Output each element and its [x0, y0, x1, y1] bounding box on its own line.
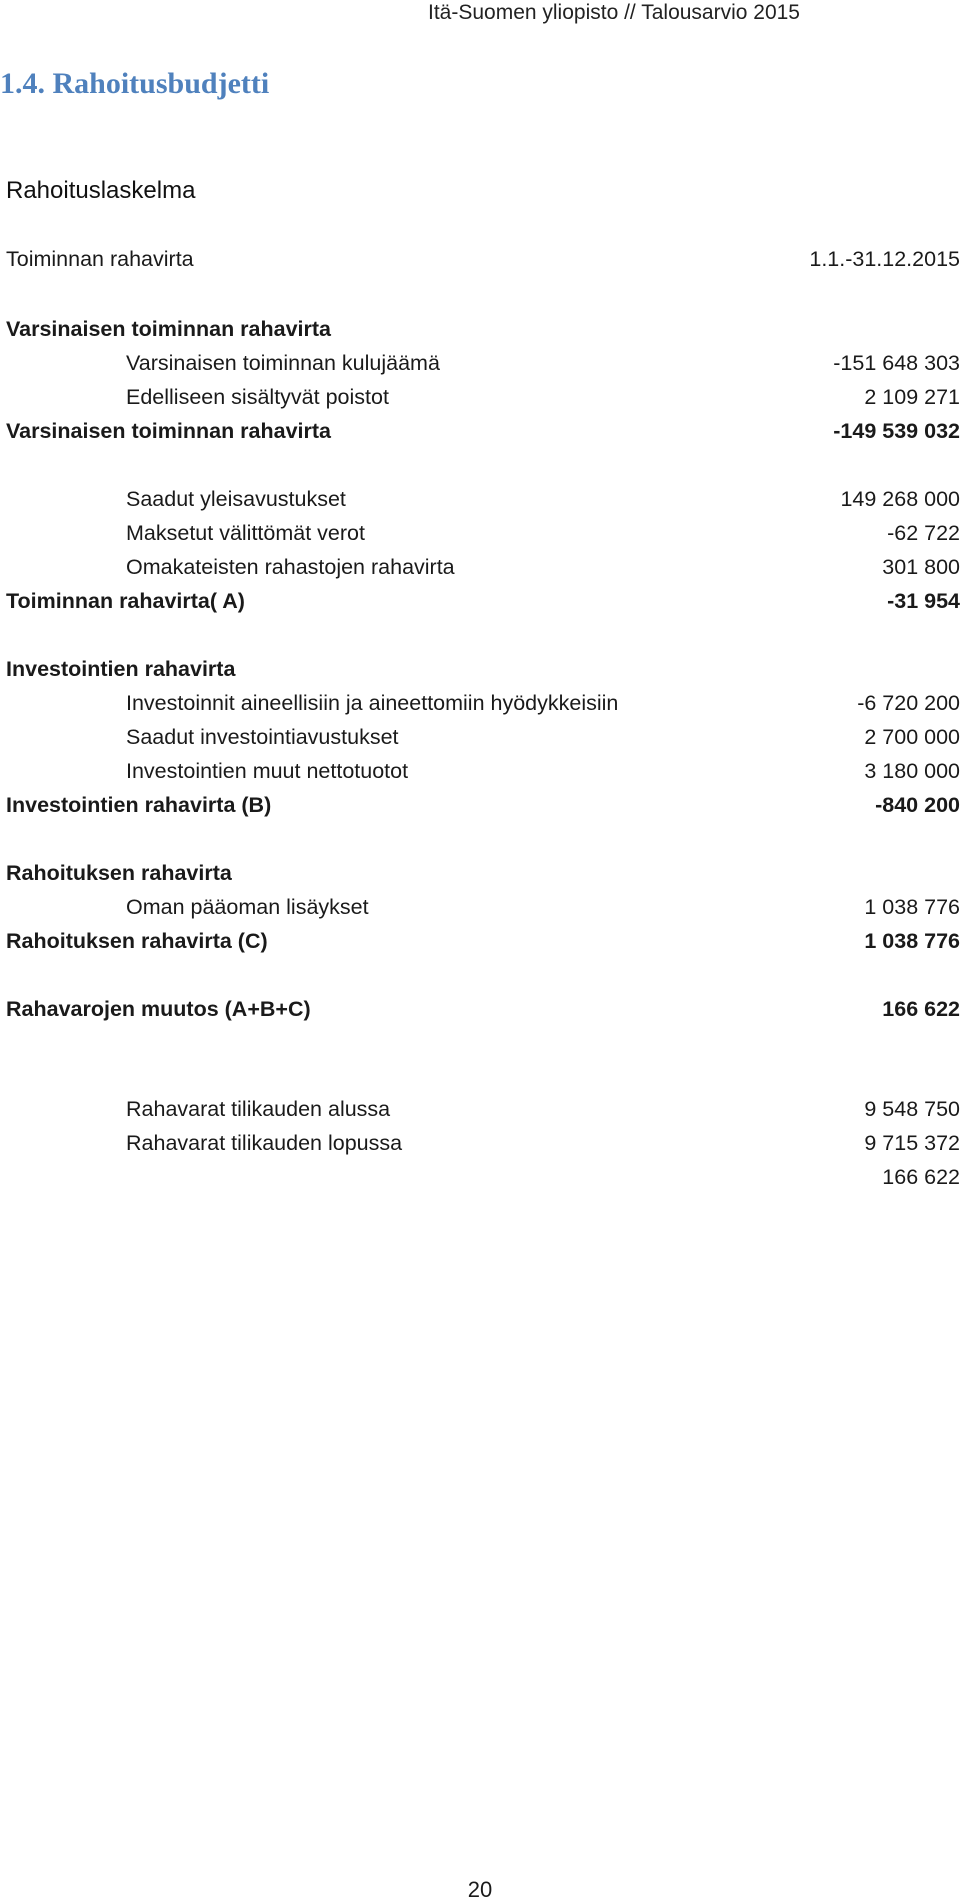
row-value: 1.1.-31.12.2015 — [809, 247, 960, 271]
statement-row — [0, 380, 960, 414]
statement-row — [0, 924, 960, 958]
row-value: 301 800 — [882, 555, 960, 579]
row-value: 2 109 271 — [864, 385, 960, 409]
row-label: Saadut yleisavustukset — [126, 487, 346, 511]
statement-row — [0, 242, 960, 276]
row-label: Rahoituksen rahavirta — [6, 861, 232, 885]
row-value: 2 700 000 — [864, 725, 960, 749]
statement-title: Rahoituslaskelma — [6, 177, 196, 204]
statement-row — [0, 720, 960, 754]
row-value: 1 038 776 — [864, 895, 960, 919]
row-value: -840 200 — [875, 793, 960, 817]
row-label: Edelliseen sisältyvät poistot — [126, 385, 389, 409]
row-label: Investointien rahavirta (B) — [6, 793, 272, 817]
row-label: Rahavarat tilikauden alussa — [126, 1097, 391, 1121]
row-label: Investointien rahavirta — [6, 657, 236, 681]
row-label: Toiminnan rahavirta — [6, 247, 194, 271]
page-number: 20 — [467, 1877, 493, 1902]
row-label: Saadut investointiavustukset — [126, 725, 399, 749]
row-value: -6 720 200 — [857, 691, 960, 715]
row-label: Rahoituksen rahavirta (C) — [6, 929, 268, 953]
row-label: Varsinaisen toiminnan kulujäämä — [126, 351, 440, 375]
row-label: Investointien muut nettotuotot — [126, 759, 409, 783]
row-value: -62 722 — [887, 521, 960, 545]
statement-row — [0, 414, 960, 448]
row-value: 166 622 — [882, 1165, 960, 1189]
statement-row — [0, 890, 960, 924]
statement-row — [0, 1092, 960, 1126]
row-label: Omakateisten rahastojen rahavirta — [126, 555, 455, 579]
statement-row — [0, 516, 960, 550]
statement-row — [0, 788, 960, 822]
statement-row — [0, 482, 960, 516]
section-heading: 1.4. Rahoitusbudjetti — [0, 67, 270, 100]
row-value: 166 622 — [882, 997, 960, 1021]
row-value: 3 180 000 — [864, 759, 960, 783]
row-label: Varsinaisen toiminnan rahavirta — [6, 317, 332, 341]
row-value: 1 038 776 — [864, 929, 960, 953]
row-label: Investoinnit aineellisiin ja aineettomiin hyödykkeisiin — [126, 691, 619, 715]
row-value: -151 648 303 — [833, 351, 960, 375]
statement-row — [0, 1126, 960, 1160]
row-value: -149 539 032 — [833, 419, 960, 443]
row-label: Oman pääoman lisäykset — [126, 895, 369, 919]
statement-row — [0, 652, 960, 686]
statement-row — [0, 1160, 960, 1194]
row-label: Toiminnan rahavirta( A) — [6, 589, 245, 613]
statement-row — [0, 992, 960, 1026]
running-header: Itä-Suomen yliopisto // Talousarvio 2015 — [428, 1, 800, 24]
row-value: 9 715 372 — [864, 1131, 960, 1155]
row-label: Maksetut välittömät verot — [126, 521, 365, 545]
statement-row — [0, 754, 960, 788]
row-value: 149 268 000 — [840, 487, 960, 511]
row-label: Rahavarojen muutos (A+B+C) — [6, 997, 311, 1021]
statement-row — [0, 346, 960, 380]
row-value: -31 954 — [887, 589, 960, 613]
row-label: Varsinaisen toiminnan rahavirta — [6, 419, 332, 443]
row-label: Rahavarat tilikauden lopussa — [126, 1131, 403, 1155]
statement-row — [0, 584, 960, 618]
row-value: 9 548 750 — [864, 1097, 960, 1121]
statement-row — [0, 550, 960, 584]
statement-row — [0, 312, 960, 346]
statement-row — [0, 686, 960, 720]
statement-row — [0, 856, 960, 890]
